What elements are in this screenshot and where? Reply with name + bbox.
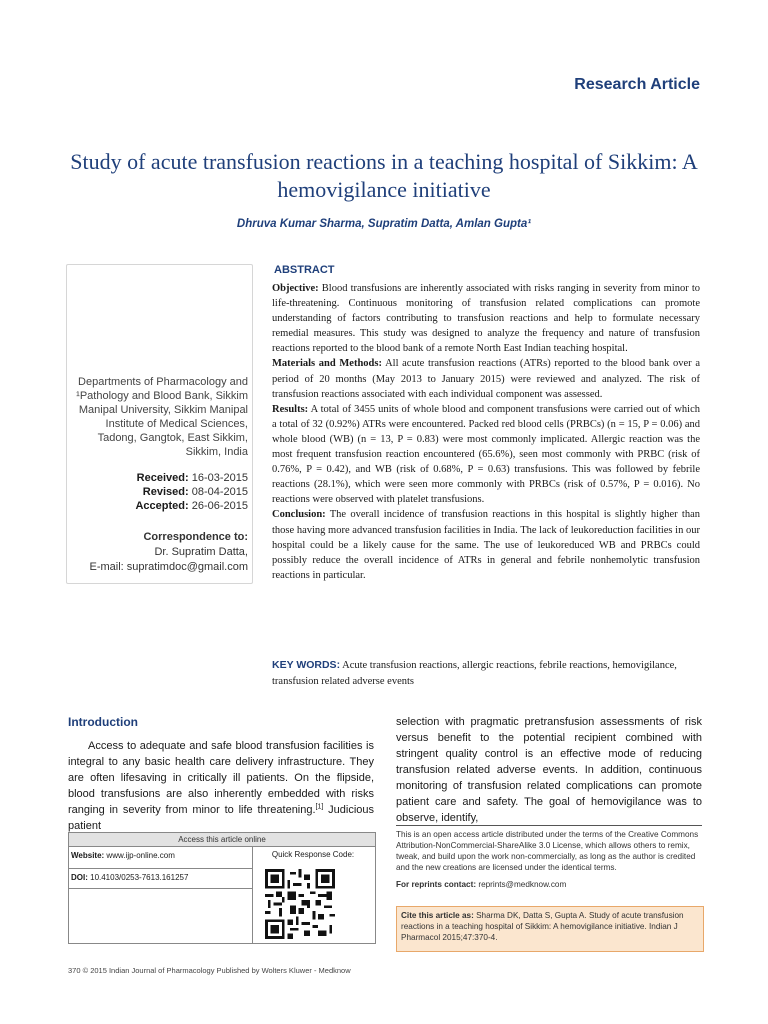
affiliation: Departments of Pharmacology and ¹Pathology and Blood Bank, Sikkim Manipal University, Sikkim Manipal Institute of Medical Sciences, Tadong, Gangtok, East Sikkim, Sikkim, India [76, 376, 248, 458]
citation-text: Cite this article as: Sharma DK, Datta S, Gupta A. Study of acute transfusion reactions in a teaching hospital of Sikkim: A hemovigilance initiative. Indian J Pharmacol 2015;47:370-4. [401, 911, 684, 942]
qr-code-icon[interactable] [265, 869, 335, 939]
abstract-conclusion: Conclusion: The overall incidence of transfusion reactions in this hospital is slightly higher than those having more advanced transfusion facilities in India. The lack of leukoreduction facilities in our hospital could be a likely cause for the same. The use of leukoreduced WB and PRBCs could possibly reduce the overall incidence of ATRs in general and febrile nonhemolytic transfusion reactions in particular. [272, 509, 700, 581]
reprints-contact: For reprints contact: reprints@medknow.com [396, 880, 567, 889]
article-type-label: Research Article [574, 76, 700, 93]
divider [252, 847, 253, 943]
website-line: Website: www.ijp-online.com [71, 851, 175, 860]
abstract-methods: Materials and Methods: All acute transfusion reactions (ATRs) reported to the blood bank over a period of 20 months (May 2013 to January 2015) were reviewed and analyzed. The risk of transfusion reactions associated with each individual component was assessed. [272, 358, 700, 400]
page-title: Study of acute transfusion reactions in a teaching hospital of Sikkim: A hemovigilance initiative [70, 149, 698, 202]
divider [396, 825, 702, 826]
introduction-column-1: Access to adequate and safe blood transfusion facilities is integral to any basic health care delivery infrastructure. They are often lifesaving in critically ill patients. On the flipside, blood transfusions are also inherently embedded with risks ranging in severity from minor to life threatening.[1] Judicious patient [68, 740, 374, 832]
keywords: KEY WORDS: Acute transfusion reactions, allergic reactions, febrile reactions, hemovigilance, transfusion related adverse events [272, 659, 677, 687]
website-link[interactable]: www.ijp-online.com [104, 851, 175, 860]
reprints-email[interactable]: reprints@medknow.com [476, 880, 567, 889]
abstract-objective: Objective: Blood transfusions are inherently associated with risks ranging in severity from minor to life-threatening. Continuous monitoring of transfusion related complications can promote understanding of factors contributing to transfusion reactions and help to formulate necessary remedial measures. This study was designed to analyze the frequency and nature of transfusion reactions reported to the blood bank of a remote North East Indian teaching hospital. [272, 283, 700, 355]
correspondence [70, 530, 248, 575]
introduction-column-2: selection with pragmatic pretransfusion assessments of risk versus benefit to the potential recipient combined with stringent quality control is an effective mode of reducing transfusion related adverse events. In addition, continuous monitoring of transfusion related complications can promote patient care and safety. The goal of hemovigilance was to observe, identify, [396, 716, 702, 824]
introduction-heading: Introduction [68, 715, 138, 729]
correspondence-label: Correspondence to: [143, 531, 248, 543]
divider [69, 868, 252, 869]
abstract-heading: ABSTRACT [274, 264, 335, 276]
reference-link[interactable]: [1] [315, 803, 324, 811]
revised-date: Revised: 08-04-2015 [142, 486, 248, 498]
abstract-results: Results: A total of 3455 units of whole blood and component transfusions were carried out of which a total of 32 (0.92%) ATRs were encountered. Packed red blood cells (PRBCs) (n = 15, P = 0.06) and whole blood (WB) (n = 13, P = 0.83) were most commonly implicated. Allergic reaction was the most frequent transfusion reaction encountered (65.6%), seen most commonly with PRBC (risk of 0.76%, P = 0.42), and WB (risk of 0.68%, P = 0.63) transfusions. This was followed by febrile reactions (28.1%), which were seen more commonly with PRBCs (risk of 0.57%, P = 0.016). No reactions were observed with platelet transfusions. [272, 403, 700, 506]
correspondence-email[interactable]: E-mail: supratimdoc@gmail.com [89, 561, 248, 573]
doi-line: DOI: 10.4103/0253-7613.161257 [71, 873, 189, 882]
received-date: Received: 16-03-2015 [136, 472, 248, 484]
access-online-box [68, 832, 376, 944]
license-notice: This is an open access article distributed under the terms of the Creative Commons Attribution-NonCommercial-ShareAlike 3.0 License, which allows others to remix, tweak, and build upon the work non-commercially, as long as the author is credited and the new creations are licensed under the identical terms. [396, 830, 699, 872]
page-footer: 370 © 2015 Indian Journal of Pharmacology Published by Wolters Kluwer - Medknow [68, 966, 351, 975]
abstract-body [272, 281, 700, 583]
access-box-heading: Access this article online [69, 833, 375, 847]
citation-box [396, 906, 704, 952]
correspondence-name: Dr. Supratim Datta, [154, 546, 248, 558]
divider [69, 888, 252, 889]
author-list: Dhruva Kumar Sharma, Supratim Datta, Amlan Gupta¹ [236, 218, 532, 230]
qr-code-label: Quick Response Code: [271, 850, 355, 859]
accepted-date: Accepted: 26-06-2015 [135, 500, 248, 512]
doi-link[interactable]: 10.4103/0253-7613.161257 [87, 873, 189, 882]
